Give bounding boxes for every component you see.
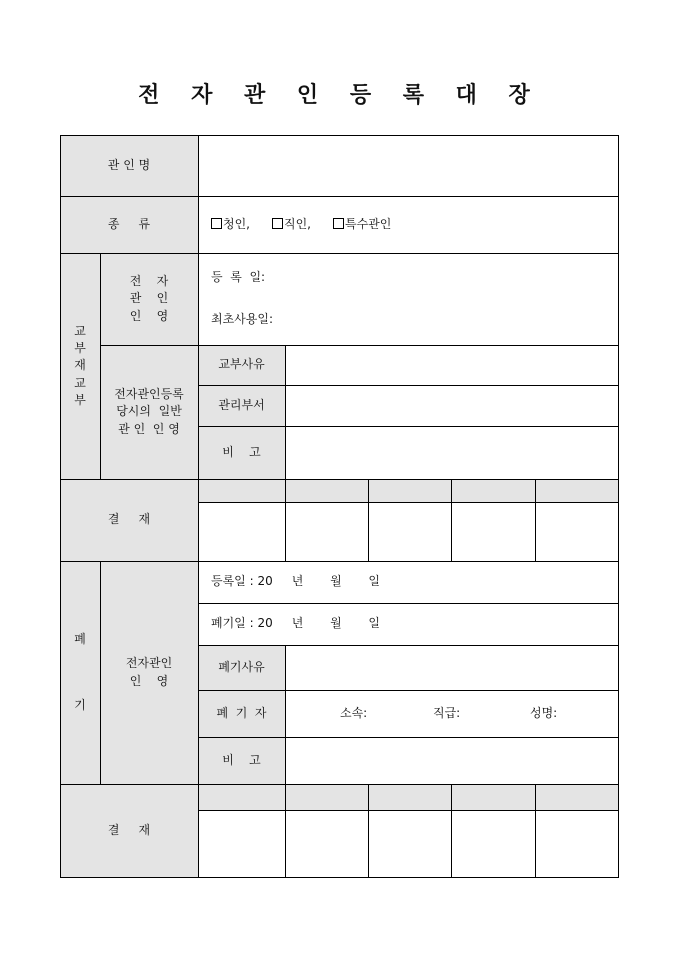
rule	[60, 253, 619, 254]
disposer-affiliation[interactable]: 소속:	[340, 705, 368, 720]
disposer-name[interactable]: 성명:	[530, 705, 558, 720]
disposal-reason-label: 폐기사유	[198, 645, 285, 690]
disposer-label: 폐 기 자	[198, 690, 285, 737]
document-title: 전 자 관 인 등 록 대 장	[138, 82, 542, 108]
rule	[368, 479, 369, 561]
e-seal-impression-label: 전 자 관 인 인 영	[100, 253, 198, 345]
approval-label-2: 결 재	[60, 784, 198, 877]
rule	[198, 690, 619, 691]
rule	[100, 561, 101, 784]
official-seal-checkbox[interactable]: 청인,	[211, 216, 250, 233]
rule	[535, 479, 536, 561]
rule	[198, 135, 199, 878]
managing-dept-label: 관리부서	[198, 385, 285, 426]
job-seal-checkbox[interactable]: 직인,	[272, 216, 311, 233]
rule	[451, 784, 452, 878]
rule	[198, 737, 619, 738]
register-date-field[interactable]: 등 록 일:	[211, 270, 266, 285]
rule	[285, 645, 286, 784]
disposal-date-line[interactable]: 폐기일 : 20 년 월 일	[211, 616, 380, 631]
rule	[285, 479, 286, 561]
rule	[198, 603, 619, 604]
general-seal-label: 전자관인등록 당시의 일반 관 인 인 영	[100, 345, 198, 479]
approval-label-1: 결 재	[60, 479, 198, 561]
rule	[535, 784, 536, 878]
reissue-side-label: 교 부 재 교 부	[60, 253, 100, 479]
rule	[368, 784, 369, 878]
kind-label: 종 류	[60, 196, 198, 253]
rule	[285, 345, 286, 479]
rule	[198, 810, 619, 811]
rule	[198, 426, 619, 427]
rule	[285, 784, 286, 878]
first-use-date-field[interactable]: 최초사용일:	[211, 312, 274, 327]
disposal-e-seal-label: 전자관인 인 영	[100, 561, 198, 784]
issue-reason-label: 교부사유	[198, 345, 285, 385]
disposal-register-line[interactable]: 등록일 : 20 년 월 일	[211, 574, 380, 589]
special-seal-checkbox[interactable]: 특수관인	[333, 216, 391, 233]
rule	[60, 196, 619, 197]
rule	[198, 645, 619, 646]
seal-name-label: 관 인 명	[60, 135, 198, 196]
disposer-position[interactable]: 직급:	[433, 705, 461, 720]
rule	[60, 561, 619, 562]
remarks-label-1: 비 고	[198, 426, 285, 479]
rule	[100, 345, 619, 346]
disposal-side-label: 폐 기	[60, 561, 100, 784]
rule	[451, 479, 452, 561]
rule	[198, 502, 619, 503]
rule	[198, 385, 619, 386]
remarks-label-2: 비 고	[198, 737, 285, 784]
rule	[100, 253, 101, 479]
